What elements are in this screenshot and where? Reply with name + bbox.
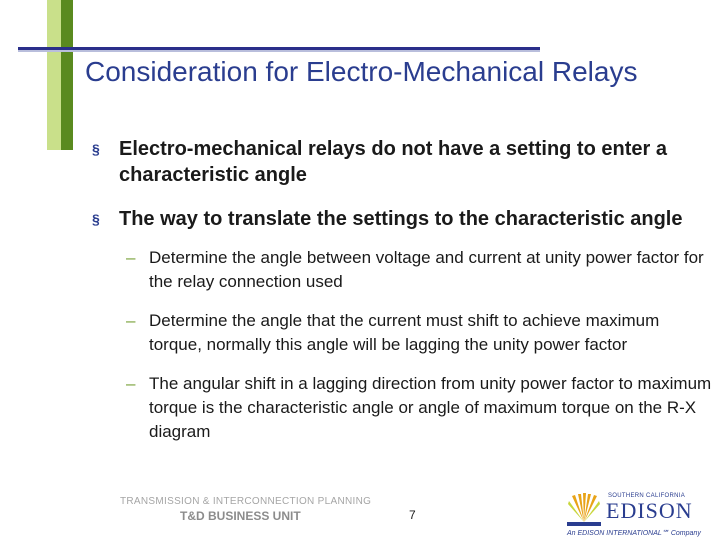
sub-bullet-item: [120, 372, 712, 444]
bullet-text: The way to translate the settings to the characteristic angle: [119, 208, 683, 230]
sub-bullet-item: [120, 246, 712, 294]
bullet-list: [92, 136, 712, 459]
sub-bullet-marker: –: [126, 311, 136, 330]
sub-bullet-text: The angular shift in a lagging direction from unity power factor to maximum torque is the characteristic angle or angle of maximum torque on the R-X diagram: [149, 374, 712, 441]
bullet-marker: §: [92, 141, 100, 157]
slide-title: Consideration for Electro-Mechanical Relays: [85, 56, 638, 87]
sun-rays-icon: [567, 492, 601, 526]
logo-region-text: SOUTHERN CALIFORNIA: [608, 493, 686, 499]
logo-company-name: EDISON: [606, 498, 693, 523]
sub-bullet-marker: –: [126, 374, 136, 393]
sub-bullet-marker: –: [126, 248, 136, 267]
bullet-text: Electro-mechanical relays do not have a setting to enter a characteristic angle: [119, 138, 667, 186]
footer-department: TRANSMISSION & INTERCONNECTION PLANNING: [120, 496, 372, 507]
logo-parent-text: An EDISON INTERNATIONAL℠ Company: [567, 530, 701, 537]
title-rule-shadow: [18, 50, 540, 52]
edison-logo: [567, 490, 717, 538]
sub-bullet-item: [120, 309, 712, 357]
decorative-vertical-bar-dark: [61, 0, 73, 150]
sub-bullet-text: Determine the angle between voltage and current at unity power factor for the relay connection used: [149, 248, 704, 291]
bullet-item: [92, 136, 712, 188]
footer-business-unit: T&D BUSINESS UNIT: [180, 509, 301, 523]
bullet-item: [92, 206, 712, 232]
page-number: 7: [409, 508, 416, 522]
bullet-marker: §: [92, 211, 100, 227]
decorative-vertical-bar-light: [47, 0, 61, 150]
sub-bullet-text: Determine the angle that the current must shift to achieve maximum torque, normally this angle will be lagging the unity power factor: [149, 311, 660, 354]
